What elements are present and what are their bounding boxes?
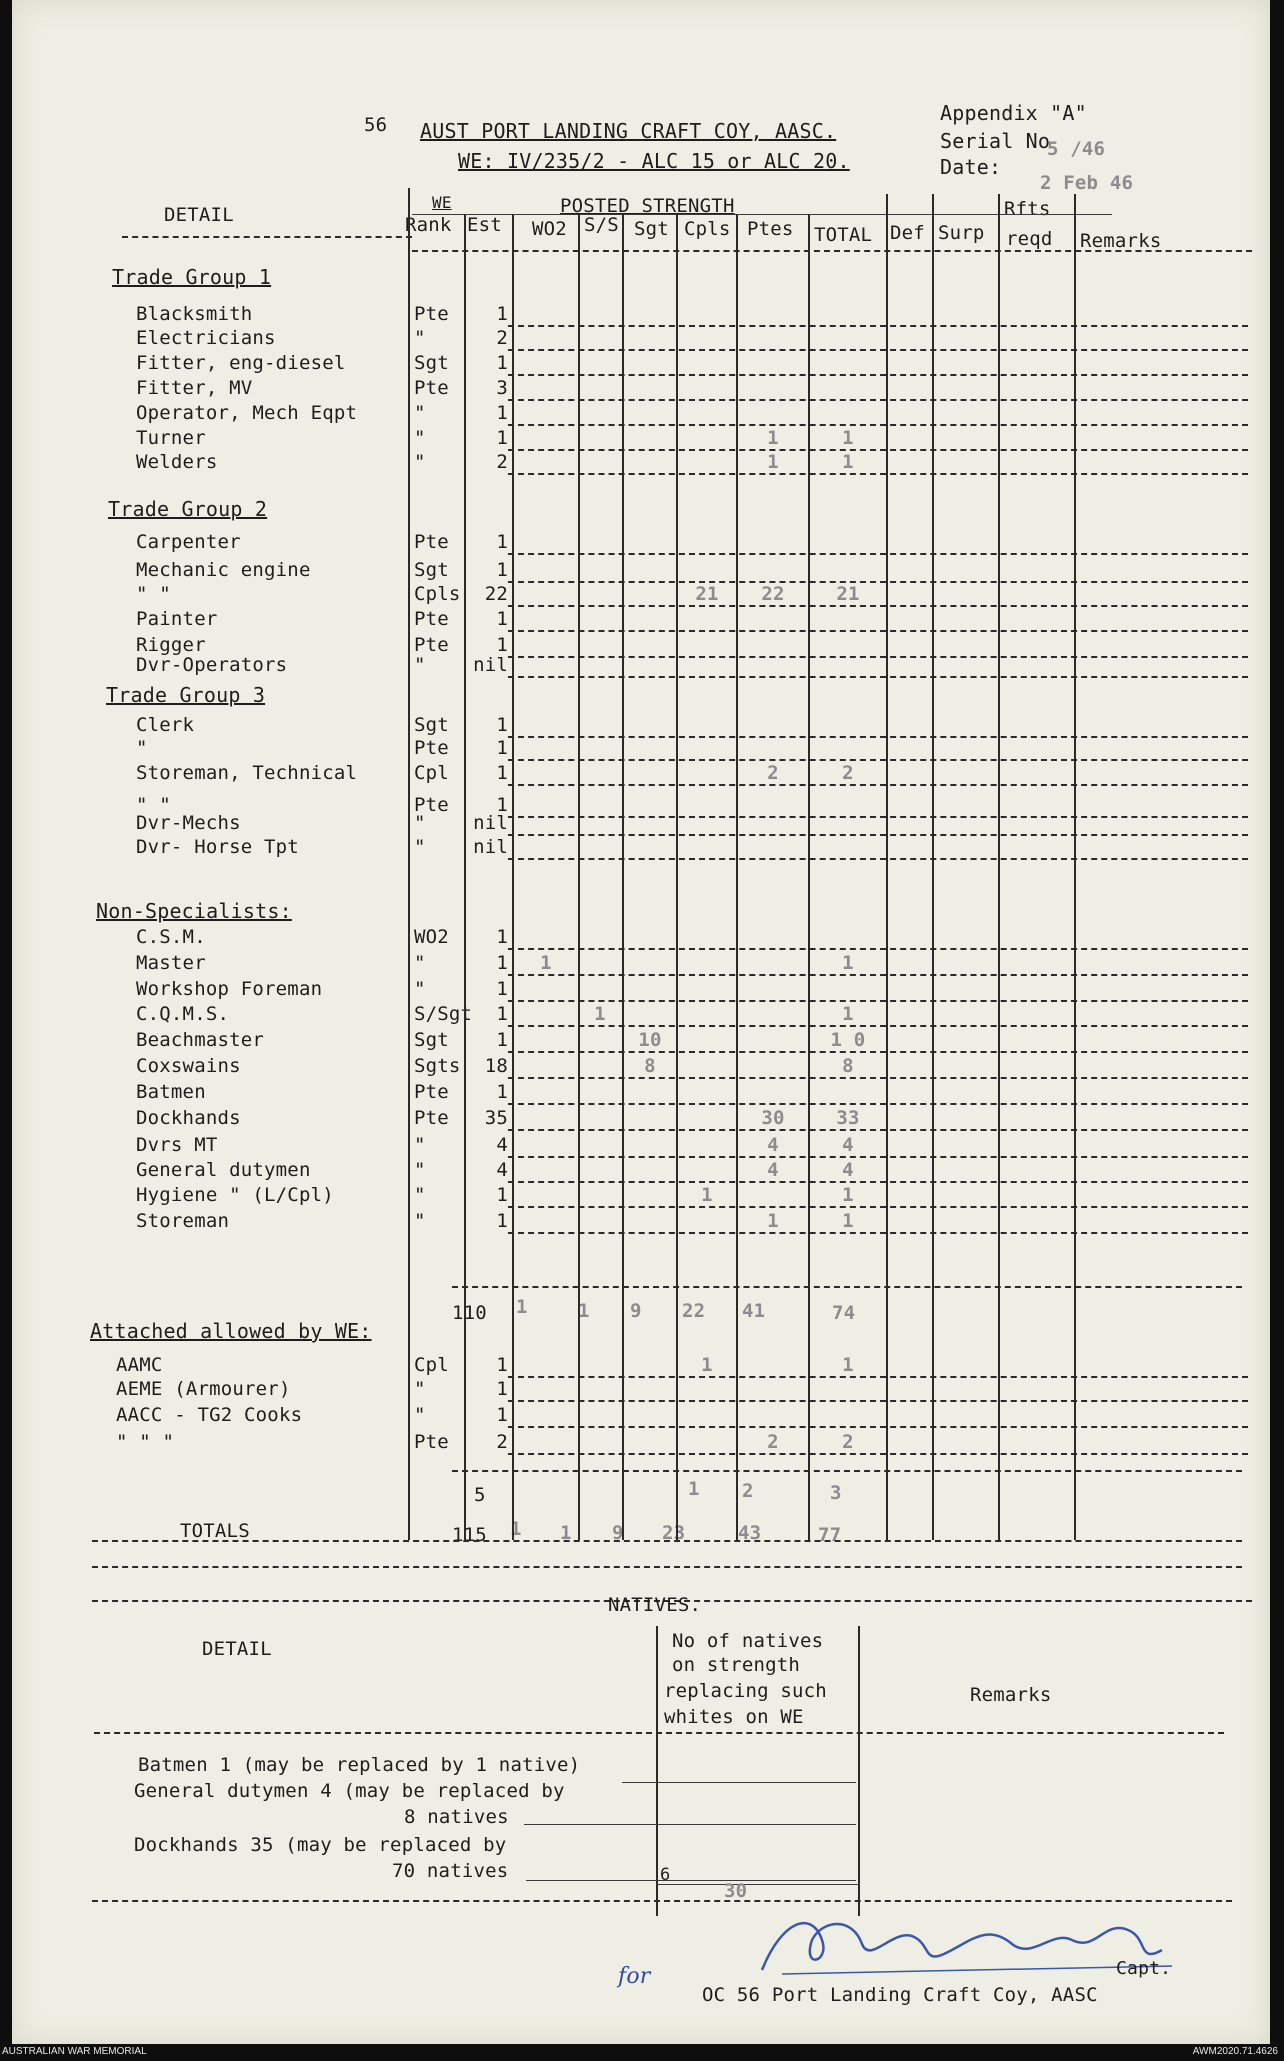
att-row-rule-3	[508, 1453, 1248, 1455]
main-row-3-est: 3	[496, 377, 508, 399]
totals-total: 77	[818, 1524, 842, 1546]
sgt-header: Sgt	[634, 218, 669, 240]
subtotal-est: 110	[452, 1302, 487, 1324]
main-row-4-est: 1	[496, 402, 508, 424]
natives-row-rule-3	[526, 1880, 856, 1881]
main-row-8-detail: Mechanic engine	[136, 559, 311, 581]
main-row-2-rank: Sgt	[414, 352, 449, 374]
main-row-24-rank: Sgts	[414, 1055, 461, 1077]
att-row-2-est: 1	[496, 1404, 508, 1426]
main-row-15-total: 2	[842, 762, 854, 784]
natives-line-1: Batmen 1 (may be replaced by 1 native)	[138, 1754, 581, 1776]
main-row-22-est: 1	[496, 1003, 508, 1025]
non-specialists: Non-Specialists:	[96, 899, 292, 923]
main-row-9-est: 22	[484, 583, 508, 605]
main-row-22-total: 1	[842, 1003, 854, 1025]
main-row-15-ptes: 2	[767, 762, 779, 784]
natives-col-head-4: whites on WE	[664, 1706, 804, 1728]
main-row-24-detail: Coxswains	[136, 1055, 241, 1077]
main-row-20-rank: "	[414, 952, 426, 974]
main-row-20-est: 1	[496, 952, 508, 974]
main-row-rule-1	[508, 349, 1248, 351]
att-row-1-est: 1	[496, 1378, 508, 1400]
reqd-header: reqd	[1006, 228, 1053, 250]
main-row-4-rank: "	[414, 402, 426, 424]
main-row-17-detail: Dvr-Mechs	[136, 812, 241, 834]
main-row-6-est: 2	[496, 451, 508, 473]
main-row-28-detail: General dutymen	[136, 1159, 311, 1181]
natives-col-line-2	[858, 1626, 860, 1916]
rank-header: Rank	[405, 214, 452, 236]
ss-header: S/S	[584, 214, 619, 236]
main-row-rule-17	[508, 834, 1248, 836]
attached-heading: Attached allowed by WE:	[90, 1319, 372, 1343]
natives-value-a: 6	[660, 1865, 671, 1885]
natives-header-rule	[94, 1732, 1224, 1734]
att-row-2-rank: "	[414, 1404, 426, 1426]
natives-col-head-2: on strength	[672, 1654, 801, 1676]
subtotal-rule	[452, 1286, 1242, 1288]
main-row-10-detail: Painter	[136, 608, 218, 630]
main-row-2-detail: Fitter, eng-diesel	[136, 352, 346, 374]
natives-line-4: Dockhands 35 (may be replaced by	[134, 1834, 507, 1856]
subtotal-cpls: 22	[682, 1300, 706, 1322]
totals-sgt: 9	[612, 1522, 624, 1544]
column-header-rule	[412, 250, 1252, 252]
totals-wo2: 1	[510, 1518, 522, 1540]
natives-value-b: 30	[724, 1880, 748, 1902]
main-row-30-detail: Storeman	[136, 1210, 230, 1232]
col-line-surp	[932, 194, 934, 1540]
main-row-rule-3	[508, 399, 1248, 401]
serial-value: 5 /46	[1047, 138, 1106, 160]
col-line-sgt	[622, 214, 624, 1540]
subtotal-ss: 1	[578, 1300, 590, 1322]
main-row-9-cpls: 21	[695, 583, 719, 605]
signature-line: OC 56 Port Landing Craft Coy, AASC	[702, 1984, 1098, 2006]
main-row-1-detail: Electricians	[136, 327, 276, 349]
main-row-26-est: 35	[484, 1107, 508, 1129]
main-row-0-detail: Blacksmith	[136, 303, 253, 325]
main-row-6-rank: "	[414, 451, 426, 473]
appendix-label: Appendix "A"	[940, 101, 1087, 125]
main-row-3-detail: Fitter, MV	[136, 377, 253, 399]
ptes-header: Ptes	[747, 218, 794, 240]
natives-col-head-1: No of natives	[672, 1630, 824, 1652]
main-row-rule-21	[508, 1000, 1248, 1002]
subtotal-sgt: 9	[630, 1300, 642, 1322]
main-row-30-rank: "	[414, 1210, 426, 1232]
main-row-7-rank: Pte	[414, 531, 449, 553]
natives-value-rule	[656, 1884, 860, 1885]
main-row-27-total: 4	[842, 1134, 854, 1156]
remarks-header: Remarks	[1080, 230, 1162, 252]
subtotal-wo2: 1	[516, 1296, 528, 1318]
main-row-23-detail: Beachmaster	[136, 1029, 265, 1051]
we-header: WE	[432, 193, 452, 212]
natives-row-rule-1	[622, 1782, 856, 1783]
totals-ss: 1	[560, 1522, 572, 1544]
main-row-28-est: 4	[496, 1159, 508, 1181]
total-header: TOTAL	[814, 224, 873, 246]
main-row-rule-16	[508, 816, 1248, 818]
attached-total-est: 5	[474, 1484, 486, 1506]
main-row-26-total: 33	[836, 1107, 860, 1129]
main-row-11-detail: Rigger	[136, 634, 206, 656]
header-rule	[122, 236, 412, 238]
main-row-14-detail: "	[136, 737, 148, 759]
main-row-20-total: 1	[842, 952, 854, 974]
main-row-23-total: 1 0	[830, 1029, 866, 1051]
main-row-19-detail: C.S.M.	[136, 926, 206, 948]
date-value: 2 Feb 46	[1040, 172, 1134, 194]
posted-strength-header: POSTED STRENGTH	[560, 195, 735, 217]
main-row-rule-28	[508, 1181, 1248, 1183]
att-row-rule-0	[508, 1376, 1248, 1378]
main-row-rule-27	[508, 1156, 1248, 1158]
main-row-1-est: 2	[496, 327, 508, 349]
main-row-20-detail: Master	[136, 952, 206, 974]
main-row-rule-2	[508, 374, 1248, 376]
natives-line-3: 8 natives	[404, 1806, 509, 1828]
main-row-16-rank: Pte	[414, 794, 449, 816]
surp-header: Surp	[938, 222, 985, 244]
natives-col-head-3: replacing such	[664, 1680, 827, 1702]
main-row-17-rank: "	[414, 812, 426, 834]
natives-line-2: General dutymen 4 (may be replaced by	[134, 1780, 565, 1802]
trade-group-2: Trade Group 2	[108, 497, 268, 521]
main-row-20-wo2: 1	[540, 952, 552, 974]
main-row-8-est: 1	[496, 559, 508, 581]
main-row-rule-11	[508, 656, 1248, 658]
main-row-rule-22	[508, 1025, 1248, 1027]
document-page	[12, 0, 1270, 2044]
main-row-17-est: nil	[473, 812, 508, 834]
main-row-24-est: 18	[484, 1055, 508, 1077]
main-row-14-rank: Pte	[414, 737, 449, 759]
att-row-0-rank: Cpl	[414, 1354, 449, 1376]
att-row-2-detail: AACC - TG2 Cooks	[116, 1404, 303, 1426]
main-row-15-detail: Storeman, Technical	[136, 762, 358, 784]
col-line-wo2	[512, 214, 514, 1540]
main-row-24-sgt: 8	[644, 1055, 656, 1077]
main-row-12-rank: "	[414, 654, 426, 676]
main-row-11-rank: Pte	[414, 634, 449, 656]
main-row-22-ss: 1	[594, 1003, 606, 1025]
date-label: Date:	[940, 155, 1002, 179]
attached-total-ptes: 2	[742, 1480, 754, 1502]
main-row-26-ptes: 30	[761, 1107, 785, 1129]
main-row-6-total: 1	[842, 451, 854, 473]
main-row-5-est: 1	[496, 427, 508, 449]
unit-title: AUST PORT LANDING CRAFT COY, AASC.	[420, 119, 837, 143]
main-row-15-rank: Cpl	[414, 762, 449, 784]
natives-detail-header: DETAIL	[202, 1638, 272, 1660]
main-row-rule-6	[508, 473, 1248, 475]
main-row-19-est: 1	[496, 926, 508, 948]
main-row-rule-0	[508, 325, 1248, 327]
main-row-30-ptes: 1	[767, 1210, 779, 1232]
main-row-10-rank: Pte	[414, 608, 449, 630]
trade-group-1: Trade Group 1	[112, 265, 272, 289]
main-row-5-detail: Turner	[136, 427, 206, 449]
totals-ptes: 43	[738, 1522, 762, 1544]
we-reference: WE: IV/235/2 - ALC 15 or ALC 20.	[458, 149, 850, 173]
col-line-total	[808, 214, 810, 1540]
def-header: Def	[890, 222, 925, 244]
main-row-26-rank: Pte	[414, 1107, 449, 1129]
main-row-10-est: 1	[496, 608, 508, 630]
att-row-3-rank: Pte	[414, 1431, 449, 1453]
att-row-rule-1	[508, 1400, 1248, 1402]
attached-total-rule	[452, 1470, 1242, 1472]
totals-est: 115	[452, 1524, 487, 1546]
main-row-26-detail: Dockhands	[136, 1107, 241, 1129]
natives-remarks-header: Remarks	[970, 1684, 1052, 1706]
main-row-13-rank: Sgt	[414, 714, 449, 736]
main-row-13-detail: Clerk	[136, 714, 195, 736]
main-row-21-est: 1	[496, 978, 508, 1000]
main-row-29-total: 1	[842, 1184, 854, 1206]
main-row-23-sgt: 10	[638, 1029, 662, 1051]
main-row-rule-13	[508, 736, 1248, 738]
main-row-23-est: 1	[496, 1029, 508, 1051]
main-row-27-est: 4	[496, 1134, 508, 1156]
main-row-30-est: 1	[496, 1210, 508, 1232]
main-row-25-detail: Batmen	[136, 1081, 206, 1103]
main-row-9-total: 21	[836, 583, 860, 605]
main-row-rule-7	[508, 553, 1248, 555]
footer-accession: AWM2020.71.4626	[1192, 2046, 1278, 2057]
att-row-1-detail: AEME (Armourer)	[116, 1378, 291, 1400]
att-row-0-est: 1	[496, 1354, 508, 1376]
main-row-2-est: 1	[496, 352, 508, 374]
main-row-rule-15	[508, 784, 1248, 786]
att-row-rule-2	[508, 1426, 1248, 1428]
main-row-rule-29	[508, 1206, 1248, 1208]
main-row-rule-23	[508, 1051, 1248, 1053]
att-row-1-rank: "	[414, 1378, 426, 1400]
att-row-3-ptes: 2	[767, 1431, 779, 1453]
wo2-header: WO2	[532, 218, 567, 240]
main-row-rule-18	[508, 858, 1248, 860]
subtotal-ptes: 41	[742, 1300, 766, 1322]
main-row-16-est: 1	[496, 794, 508, 816]
main-row-12-est: nil	[473, 654, 508, 676]
col-line-remarks	[1074, 194, 1076, 1540]
main-row-7-est: 1	[496, 531, 508, 553]
att-row-0-cpls: 1	[701, 1354, 713, 1376]
main-row-13-est: 1	[496, 714, 508, 736]
main-row-9-ptes: 22	[761, 583, 785, 605]
col-line-rfts	[998, 194, 1000, 1540]
main-row-1-rank: "	[414, 327, 426, 349]
main-row-27-detail: Dvrs MT	[136, 1134, 218, 1156]
totals-label: TOTALS	[180, 1520, 250, 1542]
detail-header: DETAIL	[164, 204, 234, 226]
main-row-29-detail: Hygiene " (L/Cpl)	[136, 1184, 334, 1206]
main-row-rule-25	[508, 1103, 1248, 1105]
main-row-rule-24	[508, 1077, 1248, 1079]
main-row-6-ptes: 1	[767, 451, 779, 473]
unit-number: 56	[364, 114, 388, 136]
main-row-19-rank: WO2	[414, 926, 449, 948]
main-row-27-ptes: 4	[767, 1134, 779, 1156]
main-row-6-detail: Welders	[136, 451, 218, 473]
main-row-23-rank: Sgt	[414, 1029, 449, 1051]
main-row-18-detail: Dvr- Horse Tpt	[136, 836, 299, 858]
main-row-12-detail: Dvr-Operators	[136, 654, 288, 676]
main-row-rule-4	[508, 424, 1248, 426]
natives-col-line-1	[656, 1626, 658, 1916]
main-row-29-cpls: 1	[701, 1184, 713, 1206]
main-row-14-est: 1	[496, 737, 508, 759]
main-row-15-est: 1	[496, 762, 508, 784]
main-row-7-detail: Carpenter	[136, 531, 241, 553]
main-row-5-total: 1	[842, 427, 854, 449]
signature-rank: Capt.	[1116, 1958, 1172, 1979]
main-row-22-detail: C.Q.M.S.	[136, 1003, 230, 1025]
attached-total-cpls: 1	[688, 1478, 700, 1500]
main-row-3-rank: Pte	[414, 377, 449, 399]
main-row-0-rank: Pte	[414, 303, 449, 325]
totals-cpls: 23	[662, 1522, 686, 1544]
main-row-rule-20	[508, 974, 1248, 976]
main-row-16-detail: " "	[136, 794, 171, 816]
main-row-28-ptes: 4	[767, 1159, 779, 1181]
natives-title: NATIVES.	[608, 1594, 702, 1616]
main-row-5-ptes: 1	[767, 427, 779, 449]
col-line-ptes	[736, 214, 738, 1540]
main-row-28-rank: "	[414, 1159, 426, 1181]
main-row-5-rank: "	[414, 427, 426, 449]
col-line-ss	[578, 214, 580, 1540]
main-row-25-est: 1	[496, 1081, 508, 1103]
main-row-8-rank: Sgt	[414, 559, 449, 581]
main-row-24-total: 8	[842, 1055, 854, 1077]
natives-row-rule-2	[524, 1824, 856, 1825]
main-row-rule-10	[508, 630, 1248, 632]
col-line-est	[464, 214, 466, 1540]
cpls-header: Cpls	[684, 218, 731, 240]
main-row-rule-30	[508, 1232, 1248, 1234]
main-row-28-total: 4	[842, 1159, 854, 1181]
col-line-def	[886, 194, 888, 1540]
main-row-rule-9	[508, 605, 1248, 607]
rfts-header: Rfts	[1004, 198, 1051, 220]
main-row-11-est: 1	[496, 634, 508, 656]
att-row-3-detail: " " "	[116, 1431, 175, 1453]
main-row-4-detail: Operator, Mech Eqpt	[136, 402, 358, 424]
est-header: Est	[467, 214, 502, 236]
main-row-27-rank: "	[414, 1134, 426, 1156]
main-row-0-est: 1	[496, 303, 508, 325]
main-row-25-rank: Pte	[414, 1081, 449, 1103]
totals-rule	[92, 1540, 1242, 1542]
main-row-18-rank: "	[414, 836, 426, 858]
main-row-rule-12	[508, 676, 1248, 678]
main-row-rule-14	[508, 759, 1248, 761]
table-bottom-rule	[92, 1566, 1242, 1568]
signature-for: for	[618, 1964, 651, 1989]
main-row-rule-19	[508, 948, 1248, 950]
col-line-cpls	[676, 214, 678, 1540]
main-row-18-est: nil	[473, 836, 508, 858]
att-row-3-total: 2	[842, 1431, 854, 1453]
natives-line-5: 70 natives	[392, 1860, 509, 1882]
footer-source: AUSTRALIAN WAR MEMORIAL	[2, 2046, 147, 2057]
att-row-0-total: 1	[842, 1354, 854, 1376]
main-row-9-detail: " "	[136, 583, 171, 605]
att-row-0-detail: AAMC	[116, 1354, 163, 1376]
main-row-9-rank: Cpls	[414, 583, 461, 605]
serial-label: Serial No	[940, 129, 1051, 153]
att-row-3-est: 2	[496, 1431, 508, 1453]
main-row-21-detail: Workshop Foreman	[136, 978, 323, 1000]
main-row-30-total: 1	[842, 1210, 854, 1232]
main-row-rule-26	[508, 1129, 1248, 1131]
col-line-rank	[408, 188, 410, 1540]
main-row-29-est: 1	[496, 1184, 508, 1206]
posted-header-rule	[412, 214, 1112, 215]
attached-total-total: 3	[830, 1482, 842, 1504]
trade-group-3: Trade Group 3	[106, 683, 266, 707]
main-row-22-rank: S/Sgt	[414, 1003, 473, 1025]
subtotal-total: 74	[832, 1302, 856, 1324]
main-row-29-rank: "	[414, 1184, 426, 1206]
main-row-21-rank: "	[414, 978, 426, 1000]
